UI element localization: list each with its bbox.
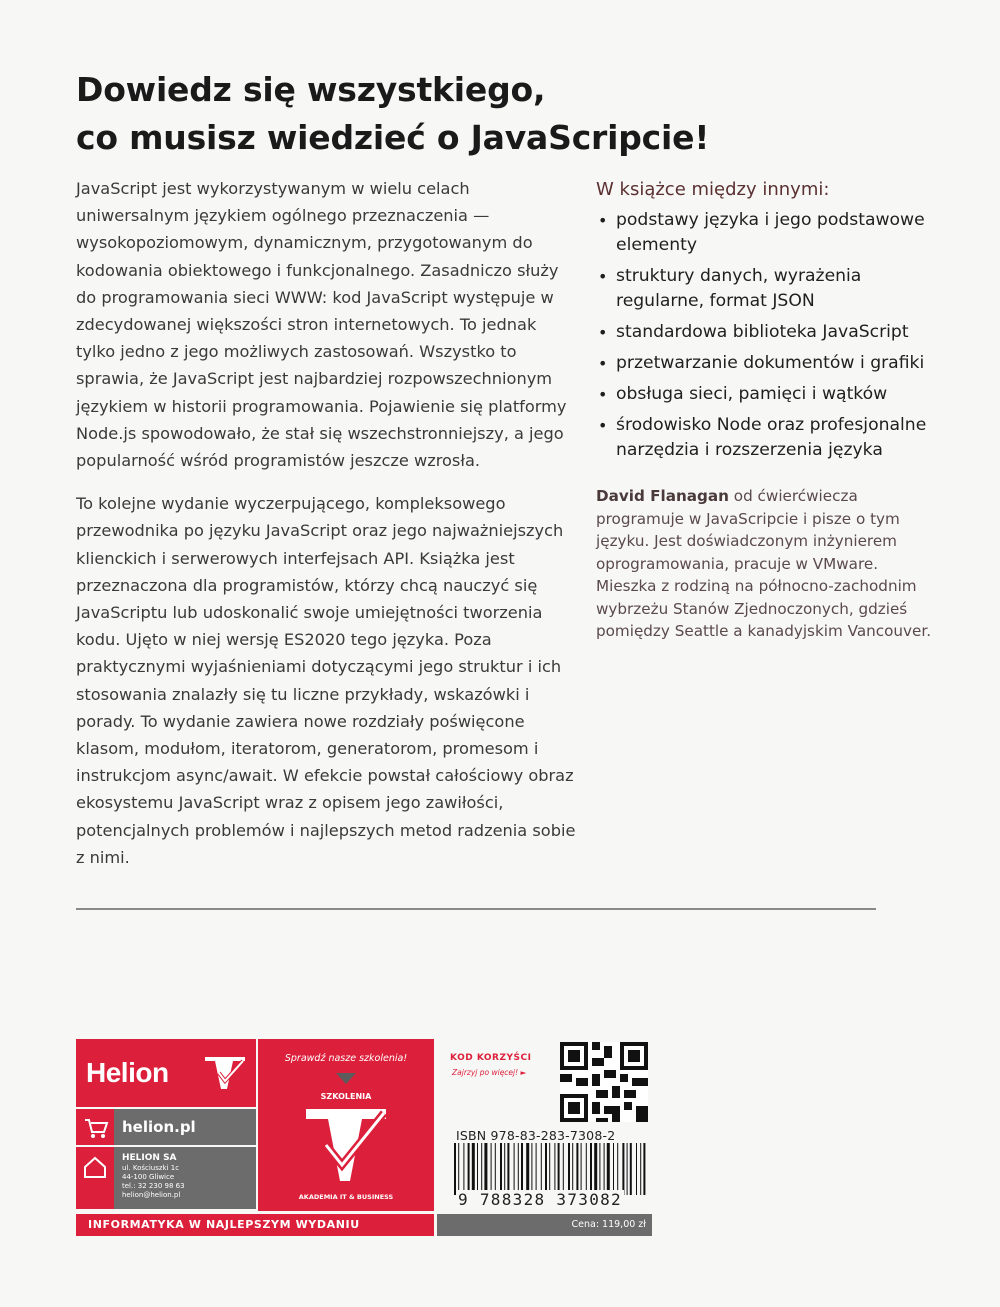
isbn: ISBN 978-83-283-7308-2 bbox=[456, 1128, 616, 1143]
barcode-number: 9 788328 373082 bbox=[458, 1190, 622, 1209]
headline bbox=[76, 66, 936, 162]
feature-item: • obsługa sieci, pamięci i wątków bbox=[596, 382, 936, 407]
bullet-icon: • bbox=[598, 416, 608, 435]
price: Cena: 119,00 zł bbox=[571, 1219, 646, 1230]
feature-item: • środowisko Node oraz profesjonalne narzędzia i rozszerzenia języka bbox=[598, 415, 927, 460]
training-prompt: Sprawdź nasze szkolenia! bbox=[284, 1053, 408, 1064]
home-icon bbox=[76, 1147, 114, 1209]
bullet-icon: • bbox=[598, 354, 608, 373]
bullet-icon: • bbox=[598, 385, 608, 404]
feature-item: • przetwarzanie dokumentów i grafiki bbox=[596, 351, 936, 376]
website-row bbox=[76, 1109, 256, 1145]
feature-item: • podstawy języka i jego podstawowe elementy bbox=[598, 210, 925, 255]
address: HELION SA ul. Kościuszki 1c 44-100 Gliwice tel.: 32 230 98 63 helion@helion.pl bbox=[122, 1153, 185, 1199]
barcode bbox=[452, 1143, 650, 1195]
training-label: SZKOLENIA bbox=[320, 1092, 372, 1101]
code-subtitle: Zajrzyj po więcej! ► bbox=[452, 1068, 527, 1077]
author-name: David Flanagan bbox=[596, 487, 729, 505]
helion-logo bbox=[76, 1039, 256, 1107]
description-paragraph-2: To kolejne wydanie wyczerpującego, kompleksowego przewodnika po języku JavaScript oraz jego najważniejszych klienckich i serwerowych interfejsach API. Książka jest przeznaczona dla programistów, którzy chcą nauczyć się JavaScriptu lub udoskonalić swoje umiejętności tworzenia kodu. Ujęto w niej wersję ES2020 tego języka. Poza praktycznymi wyjaśnieniami dotyczącymi jego struktur i ich stosowania znalazły się tu liczne przykłady, wskazówki i porady. To wydanie zawiera nowe rozdziały poświęcone klasom, modułom, iteratorom, generatorom, promesom i instrukcjom async/await. W efekcie powstał całościowy obraz ekosystemu JavaScript wraz z opisem jego zawiłości, potencjalnych problemów i najlepszych metod radzenia sobie z nimi. bbox=[76, 494, 576, 867]
qr-code[interactable] bbox=[560, 1042, 648, 1122]
tagline: INFORMATYKA W NAJLEPSZYM WYDANIU bbox=[88, 1218, 360, 1231]
helion-logo-text: Helion bbox=[86, 1057, 169, 1088]
description-paragraph-1: JavaScript jest wykorzystywanym w wielu celach uniwersalnym językiem ogólnego przeznaczenia — wysokopoziomowym, dynamicznym, przygotowanym do kodowania obiektowego i funkcjonalnego. Zasadniczo służy do programowania sieci WWW: kod JavaScript występuje w zdecydowanej większości stron internetowych. To jednak tylko jedno z jego możliwych zastosowań. Wszystko to sprawia, że JavaScript jest najbardziej rozpowszechnionym językiem w historii programowania. Pojawienie się platformy Node.js spowodowało, że stał się wszechstronniejszy, a jego popularność wśród programistów jeszcze wzrosła. bbox=[76, 179, 567, 471]
headline-line-1: Dowiedz się wszystkiego, bbox=[76, 70, 546, 109]
cart-icon bbox=[76, 1109, 114, 1145]
bullet-icon: • bbox=[598, 267, 608, 286]
sidebar bbox=[596, 177, 936, 643]
helion-mark-icon bbox=[203, 1055, 247, 1091]
headline-line-2: co musisz wiedzieć o JavaScripcie! bbox=[76, 118, 710, 157]
features-title: W książce między innymi: bbox=[596, 179, 830, 200]
bullet-icon: • bbox=[598, 323, 608, 342]
author-bio-text: od ćwierćwiecza programuje w JavaScripcie i pisze o tym języku. Jest doświadczonym inżynierem oprogramowania, pracuje w VMware. Mieszka z rodziną na północno-zachodnim wybrzeżu Stanów Zjednoczonych, gdzieś pomiędzy Seattle a kanadyjskim Vancouver. bbox=[596, 487, 932, 640]
features-list bbox=[596, 208, 936, 463]
training-logo-icon bbox=[302, 1105, 390, 1187]
tagline-bar bbox=[76, 1214, 434, 1236]
price-bar bbox=[437, 1214, 652, 1236]
training-url[interactable]: HELIONSZKOLENIA.PL bbox=[286, 1200, 406, 1210]
website-link[interactable]: helion.pl bbox=[122, 1118, 196, 1136]
arrow-down-icon bbox=[336, 1073, 356, 1084]
feature-item: • standardowa biblioteka JavaScript bbox=[596, 320, 936, 345]
divider bbox=[76, 908, 876, 910]
training-box bbox=[258, 1039, 434, 1211]
author-bio bbox=[596, 485, 936, 643]
training-academy: AKADEMIA IT & BUSINESS bbox=[298, 1193, 394, 1201]
address-row bbox=[76, 1147, 256, 1209]
description bbox=[76, 175, 576, 887]
code-title: KOD KORZYŚCI bbox=[450, 1053, 532, 1063]
bullet-icon: • bbox=[598, 211, 608, 230]
feature-item: • struktury danych, wyrażenia regularne, format JSON bbox=[598, 266, 862, 311]
